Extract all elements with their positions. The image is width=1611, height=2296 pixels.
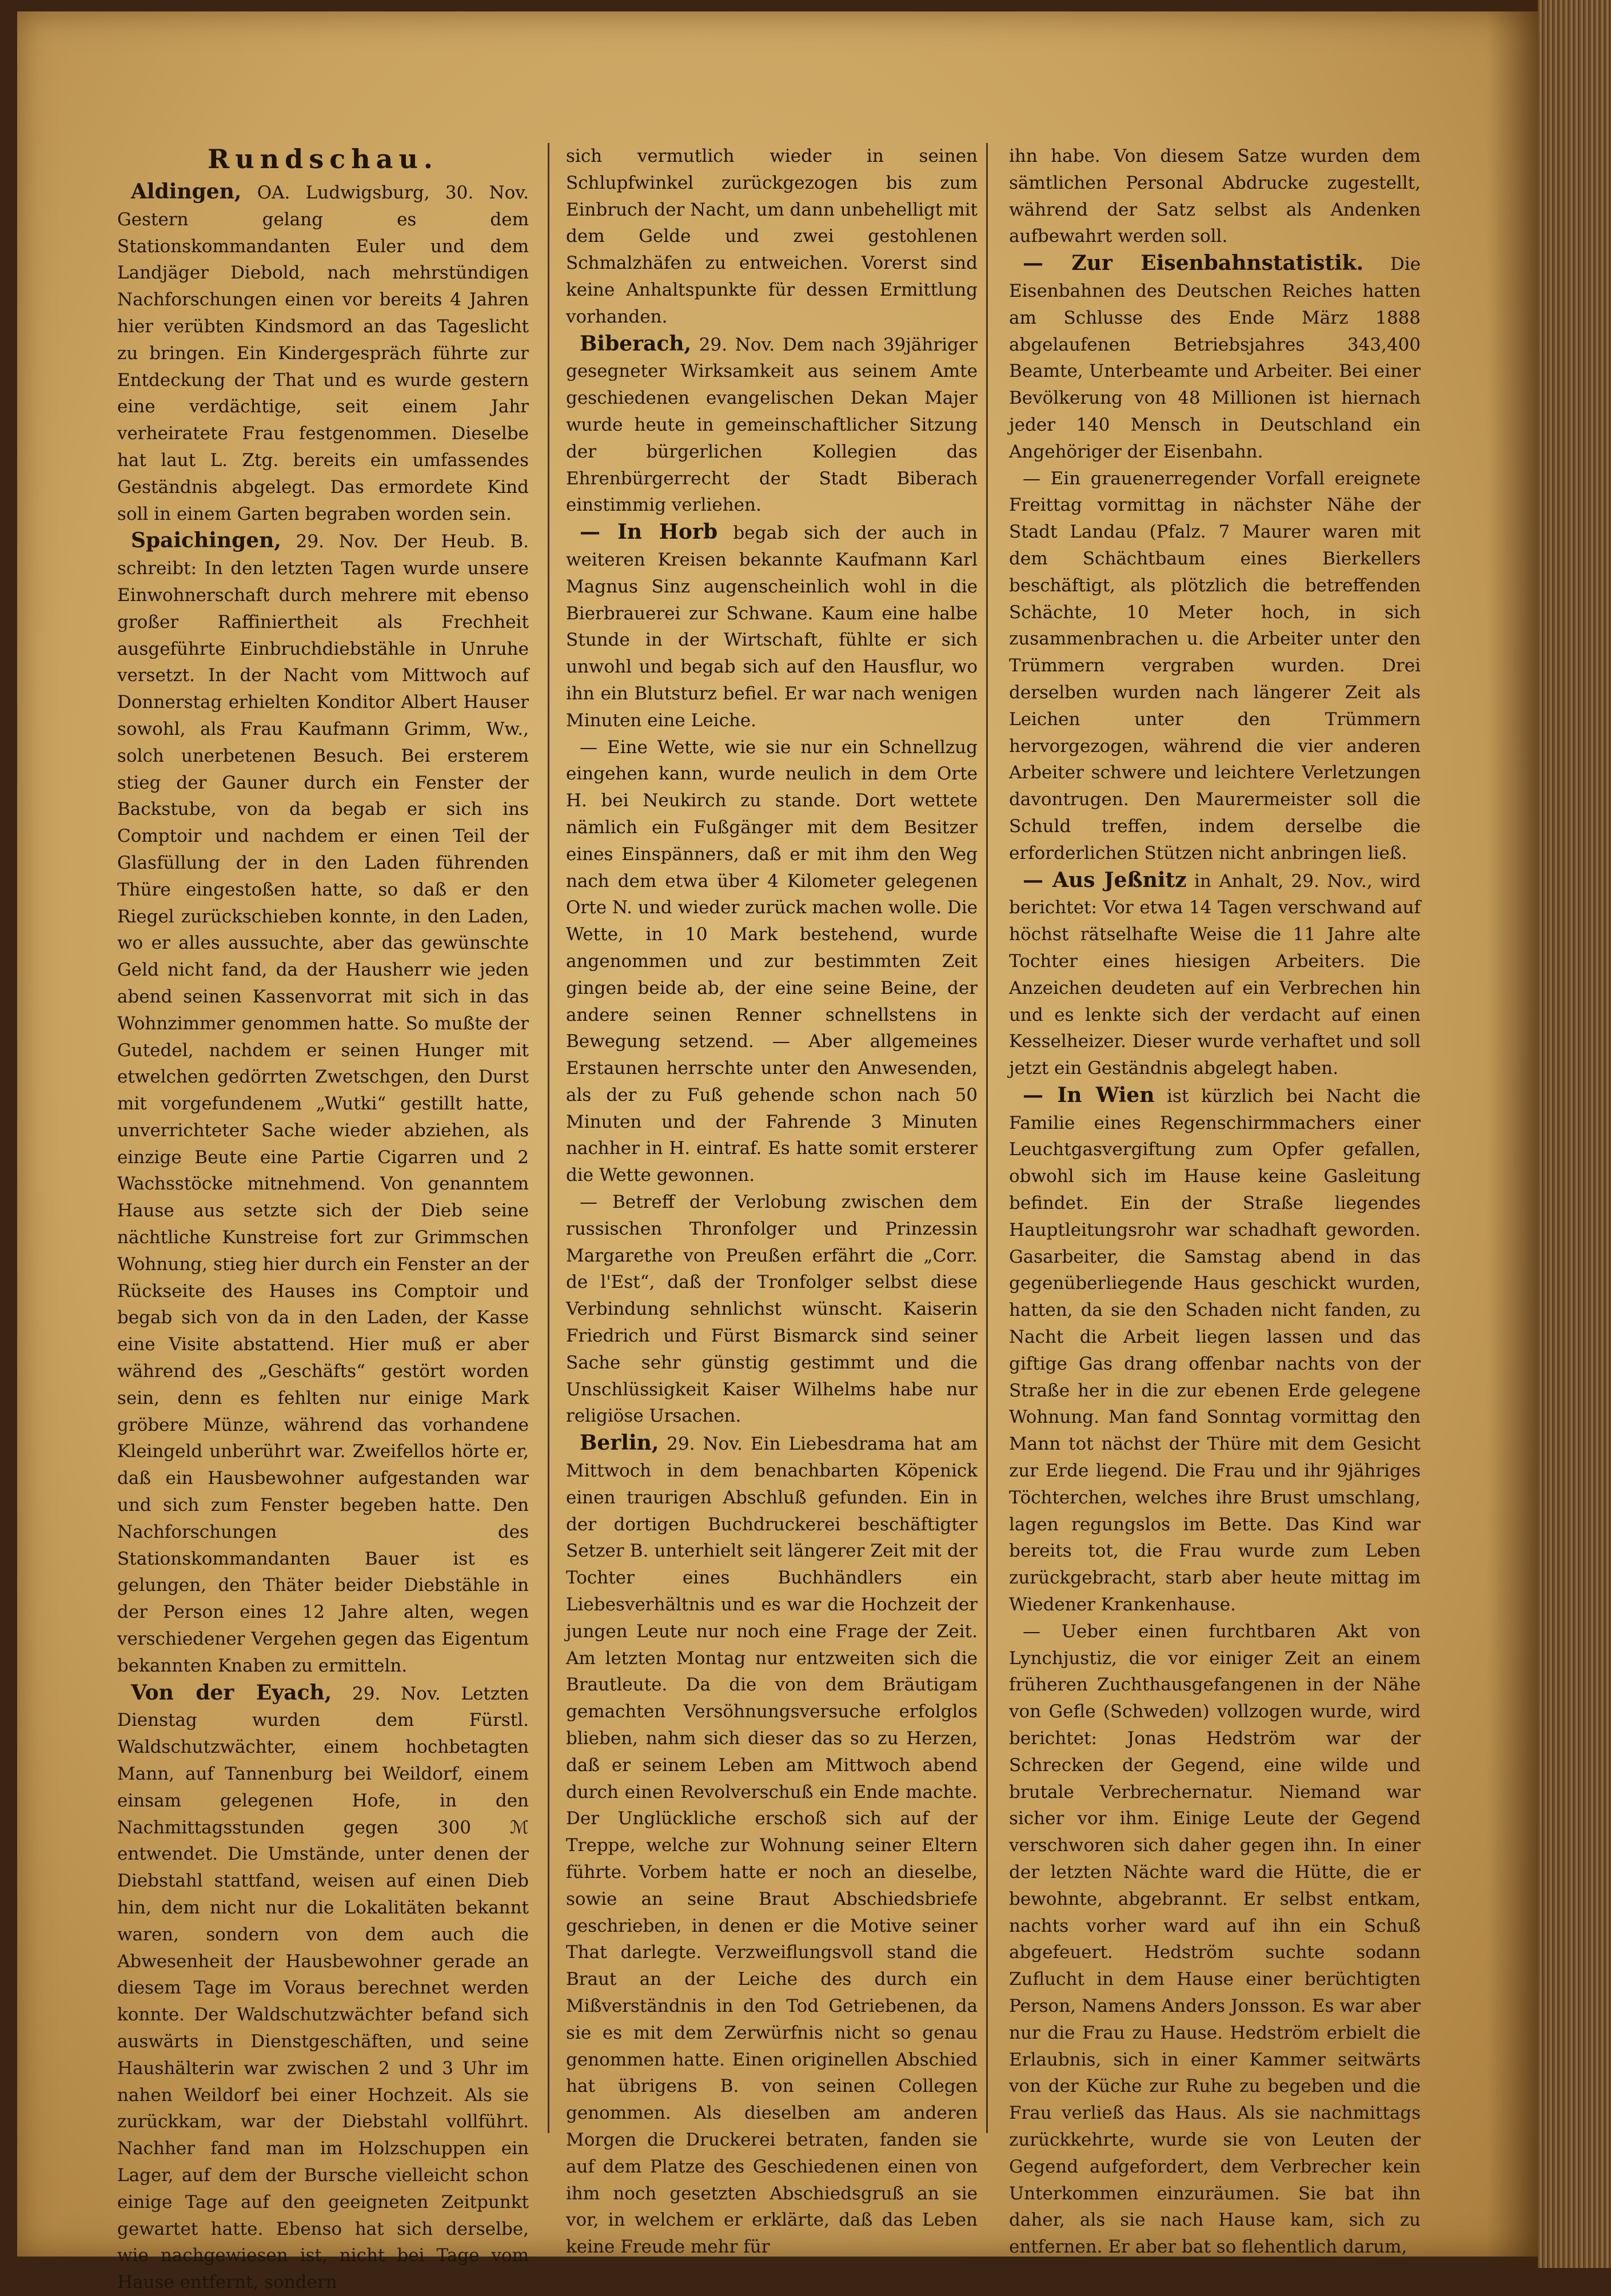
article-text: 29. Nov. Der Heub. B. schreibt: In den letzten Tagen wurde unsere Einwohnerschaft durch mehrere mit ebenso großer Raffiniertheit als Frechheit ausgeführte Einbruchdiebstähle in Unruhe versetzt. In der Nacht vom Mittwoch auf Donnerstag erhielten Konditor Albert Hauser sowohl, als Frau Kaufmann Grimm, Ww., solch unerbetenen Besuch. Bei ersterem stieg der Gauner durch ein Fenster der Backstube, von da begab er sich ins Comptoir und nachdem er einen Teil der Glasfüllung der in den Laden führenden Thüre eingestoßen hatte, so daß er den Riegel zurückschieben konnte, in den Laden, wo er alles aussuchte, aber das gewünschte Geld nicht fand, da der Hausherr wie jeden abend seinen Kassenvorrat mit sich in das Wohnzimmer genommen hatte. So mußte der Gutedel, nachdem er seinen Hunger mit etwelchen gedörrten Zwetschgen, den Durst mit vorgefundenem „Wutki“ gestillt hatte, unverrichteter Sache wieder abziehen, als einzige Beute eine Partie Cigarren und 2 Wachsstöcke mitnehmend. Von genanntem Hause aus setzte sich der Dieb seine nächtliche Kunstreise fort zur Grimmschen Wohnung, stieg hier durch ein Fenster an der Rückseite des Hauses ins Comptoir und begab sich von da in den Laden, der Kasse eine Visite abstattend. Hier muß er aber während des „Geschäfts“ gestört worden sein, denn es fehlten nur einige Mark gröbere Münze, während das vorhandene Kleingeld unberührt war. Zweifellos hörte er, daß ein Hausbewohner aufgestanden war und sich zum Fenster begeben hatte. Den Nachforschungen des Stationskommandanten Bauer ist es gelungen, den Thäter beider Diebstähle in der Person eines 12 Jahre alten, wegen verschiedener Vergehen gegen das Eigentum bekannten Knaben zu ermitteln. [117,531,529,1676]
article-text: — Betreff der Verlobung zwischen dem russischen Thronfolger und Prinzessin Margarethe von Preußen erfährt die „Corr. de l'Est“, daß der Tronfolger selbst diese Verbindung sehnlichst wünscht. Kaiserin Friedrich und Fürst Bismarck sind seiner Sache sehr günstig gestimmt und die Unschlüssigkeit Kaiser Wilhelms habe nur religiöse Ursachen. [566,1192,978,1427]
article-text: 29. Nov. Letzten Dienstag wurden dem Fürstl. Waldschutzwächter, einem hochbetagten Mann, auf Tannenburg bei Weildorf, einem einsam gelegenen Hofe, in den Nachmittagsstunden gegen 300 ℳ entwendet. Die Umstände, unter denen der Diebstahl stattfand, weisen auf einen Dieb hin, dem nicht nur die Lokalitäten bekannt waren, sondern von dem auch die Abwesenheit der Hausbewohner gerade an diesem Tage im Voraus berechnet werden konnte. Der Waldschutzwächter befand sich auswärts in Dienstgeschäften, und seine Haushälterin war zwischen 2 und 3 Uhr im nahen Weildorf bei einer Hochzeit. Als sie zurückkam, war der Diebstahl vollführt. Nachher fand man im Holzschuppen ein Lager, auf dem der Bursche vielleicht schon einige Tage auf den geeigneten Zeitpunkt gewartet hatte. Ebenso hat sich derselbe, wie nachgewiesen ist, nicht bei Tage vom Hause entfernt, sondern [117,1683,529,2293]
article-place: Aldingen, [131,180,242,204]
article [1009,250,1421,465]
article-text: ihn habe. Von diesem Satze wurden dem sämtlichen Personal Abdrucke zugestellt, während der Satz selbst als Andenken aufbewahrt werden soll. [1009,146,1421,247]
article-place: Von der Eyach, [131,1680,332,1705]
article-place: Spaichingen, [131,528,281,553]
article-text: 29. Nov. Ein Liebesdrama hat am Mittwoch in dem benachbarten Köpenick einen traurigen Abschluß gefunden. Ein in der dortigen Buchdruckerei beschäftigter Setzer B. unterhielt seit längerer Zeit mit der Tochter eines Buchhändlers ein Liebesverhältnis und es war die Hochzeit der jungen Leute nur noch eine Frage der Zeit. Am letzten Montag nur entzweiten sich die Brautleute. Da die von dem Bräutigam gemachten Versöhnungsversuche erfolglos blieben, nahm sich dieser das so zu Herzen, daß er seinem Leben am Mittwoch abend durch einen Revolverschuß ein Ende machte. Der Unglückliche erschoß sich auf der Treppe, welche zur Wohnung seiner Eltern führte. Vorbem hatte er noch an dieselbe, sowie an seine Braut Abschiedsbriefe geschrieben, in denen er die Motive seiner That darlegte. Verzweiflungsvoll stand die Braut an der Leiche des durch ein Mißverständnis in den Tod Getriebenen, da sie es mit dem Zerwürfnis nicht so genau genommen hatte. Einen originellen Abschied hat übrigens B. von seinen Collegen genommen. Als dieselben am anderen Morgen die Druckerei betraten, fanden sie auf dem Platze des Geschiedenen einen von ihm noch gesetzten Abschiedsgruß an sie vor, in welchem er erklärte, daß das Leben keine Freude mehr für [566,1434,978,2258]
article [566,1189,978,1430]
article-text: — Eine Wette, wie sie nur ein Schnellzug eingehen kann, wurde neulich in dem Orte H. bei Neukirch zu stande. Dort wettete nämlich ein Fußgänger mit dem Besitzer eines Einspänners, daß er mit ihm den Weg nach dem etwa über 4 Kilometer gelegenen Orte N. und wieder zurück machen wolle. Die Wette, in 10 Mark bestehend, wurde angenommen und zur bestimmten Zeit gingen beide ab, der eine seine Beine, der andere seinen Renner schnellstens in Bewegung setzend. — Aber allgemeines Erstaunen herrschte unter den Anwesenden, als der zu Fuß gehende schon nach 50 Minuten und der Fahrende 3 Minuten nachher in H. eintraf. Es hatte somit ersterer die Wette gewonnen. [566,737,978,1186]
column-2 [566,143,978,2261]
article-place: — In Horb [580,520,718,544]
article-text: begab sich der auch in weiteren Kreisen bekannte Kaufmann Karl Magnus Sinz augenscheinlich wohl in die Bierbrauerei zur Schwane. Kaum eine halbe Stunde in der Wirtschaft, fühlte er sich unwohl und begab sich auf den Hausflur, wo ihn ein Blutsturz befiel. Er war nach wenigen Minuten eine Leiche. [566,523,978,731]
article-place: Biberach, [580,331,692,356]
article [566,1430,978,2261]
article-text: sich vermutlich wieder in seinen Schlupfwinkel zurückgezogen bis zum Einbruch der Nacht, um dann unbehelligt mit dem Gelde und zwei gestohlenen Schmalzhäfen zu entweichen. Vorerst sind keine Anhaltspunkte für dessen Ermittlung vorhanden. [566,146,978,327]
article-place: — Aus Jeßnitz [1023,868,1187,892]
article [1009,1618,1421,2261]
column-3 [1009,143,1421,2261]
article-continuation [566,143,978,331]
article [1009,1082,1421,1618]
column-rule [986,143,988,2133]
article [117,1680,529,2296]
article [117,178,529,527]
article-text: ist kürzlich bei Nacht die Familie eines Regenschirmmachers einer Leuchtgasvergiftung zum Opfer gefallen, obwohl sich im Hause keine Gasleitung befindet. Ein der Straße liegendes Hauptleitungsrohr war schadhaft geworden. Gasarbeiter, die Samstag abend in das gegenüberliegende Haus geschickt wurden, hatten, da sie den Schaden nicht fanden, zu Nacht die Arbeit liegen lassen und das giftige Gas drang offenbar nachts von der Straße her in die zur ebenen Erde gelegene Wohnung. Man fand Sonntag vormittag den Mann tot nächst der Thüre mit dem Gesicht zur Erde liegend. Die Frau und ihr 9jähriges Töchterchen, welches ihre Brust umschlang, lagen regungslos im Bette. Das Kind war bereits tot, die Frau wurde zum Leben zurückgebracht, starb aber heute mittag im Wiedener Krankenhause. [1009,1085,1421,1615]
article [1009,465,1421,867]
article-place: — In Wien [1023,1083,1155,1107]
article-text: 29. Nov. Dem nach 39jähriger gesegneter Wirksamkeit aus seinem Amte geschiedenen evangelischen Dekan Majer wurde heute in gemeinschaftlicher Sitzung der bürgerlichen Kollegien das Ehrenbürgerrecht der Stadt Biberach einstimmig verliehen. [566,334,978,516]
gutter-shadow [1486,0,1541,2268]
article [566,331,978,519]
section-title: Rundschau. [208,144,438,174]
article-place: — Zur Eisenbahnstatistik. [1023,251,1364,276]
article [1009,867,1421,1082]
article-continuation [1009,143,1421,250]
article-text: OA. Ludwigsburg, 30. Nov. Gestern gelang es dem Stationskommandanten Euler und dem Landjäger Diebold, nach mehrstündigen Nachforschungen einen vor bereits 4 Jahren hier verübten Kindsmord an das Tageslicht zu bringen. Ein Kindergespräch führte zur Entdeckung der That und es wurde gestern eine verdächtige, seit einem Jahr verheiratete Frau festgenommen. Dieselbe hat laut L. Ztg. bereits ein umfassendes Geständnis abgelegt. Das ermordete Kind soll in einem Garten begraben worden sein. [117,182,529,524]
article [566,519,978,734]
article-text: — Ueber einen furchtbaren Akt von Lynchjustiz, die vor einiger Zeit an einem früheren Zuchthausgefangenen in der Nähe von Gefle (Schweden) vollzogen wurde, wird berichtet: Jonas Hedström war der Schrecken der Gegend, eine wilde und brutale Verbrechernatur. Niemand war sicher vor ihm. Einige Leute der Gegend verschworen sich daher gegen ihn. In einer der letzten Nächte ward die Hütte, die er bewohnte, abgebrannt. Er selbst entkam, nachts vorher ward auf ihn ein Schuß abgefeuert. Hedström suchte sodann Zuflucht in dem Hause einer berüchtigten Person, Namens Anders Jonsson. Es war aber nur die Frau zu Hause. Hedström erbielt die Erlaubnis, sich in einer Kammer seitwärts von der Küche zur Ruhe zu begeben und die Frau verließ das Haus. Als sie nachmittags zurückkehrte, wurde sie von Leuten der Gegend aufgefordert, dem Verbrecher kein Unterkommen einzuräumen. Sie bat ihn daher, als sie nach Hause kam, sich zu entfernen. Er aber bat so flehentlich darum, [1009,1621,1421,2258]
article [117,527,529,1679]
article-text: Die Eisenbahnen des Deutschen Reiches hatten am Schlusse des Ende März 1888 abgelaufenen Betriebsjahres 343,400 Beamte, Unterbeamte und Arbeiter. Bei einer Bevölkerung von 48 Millionen ist hiernach jeder 140 Mensch in Deutschland ein Angehöriger der Eisenbahn. [1009,254,1421,462]
book-edge [1538,0,1611,2268]
column-1 [117,143,529,2296]
article-place: Berlin, [580,1431,659,1455]
article-text: — Ein grauenerregender Vorfall ereignete Freittag vormittag in nächster Nähe der Stadt Landau (Pfalz. 7 Maurer waren mit dem Schächtbaum eines Bierkellers beschäftigt, als plötzlich die betreffenden Schächte, 10 Meter hoch, in sich zusammenbrachen u. die Arbeiter unter den Trümmern vergraben wurden. Drei derselben wurden nach längerer Zeit als Leichen unter den Trümmern hervorgezogen, während die vier anderen Arbeiter schwere und leichtere Verletzungen davontrugen. Den Maurermeister soll die Schuld treffen, indem derselbe die erforderlichen Stützen nicht anbringen ließ. [1009,468,1421,864]
article [566,734,978,1189]
column-rule [548,143,549,2133]
article-text: in Anhalt, 29. Nov., wird berichtet: Vor etwa 14 Tagen verschwand auf höchst rätselhafte Weise die 11 Jahre alte Tochter eines hiesigen Arbeiters. Die Anzeichen deudeten auf ein Verbrechen hin und es lenkte sich der verdacht auf einen Kesselheizer. Dieser wurde verhaftet und soll jetzt ein Geständnis abgelegt haben. [1009,870,1421,1079]
